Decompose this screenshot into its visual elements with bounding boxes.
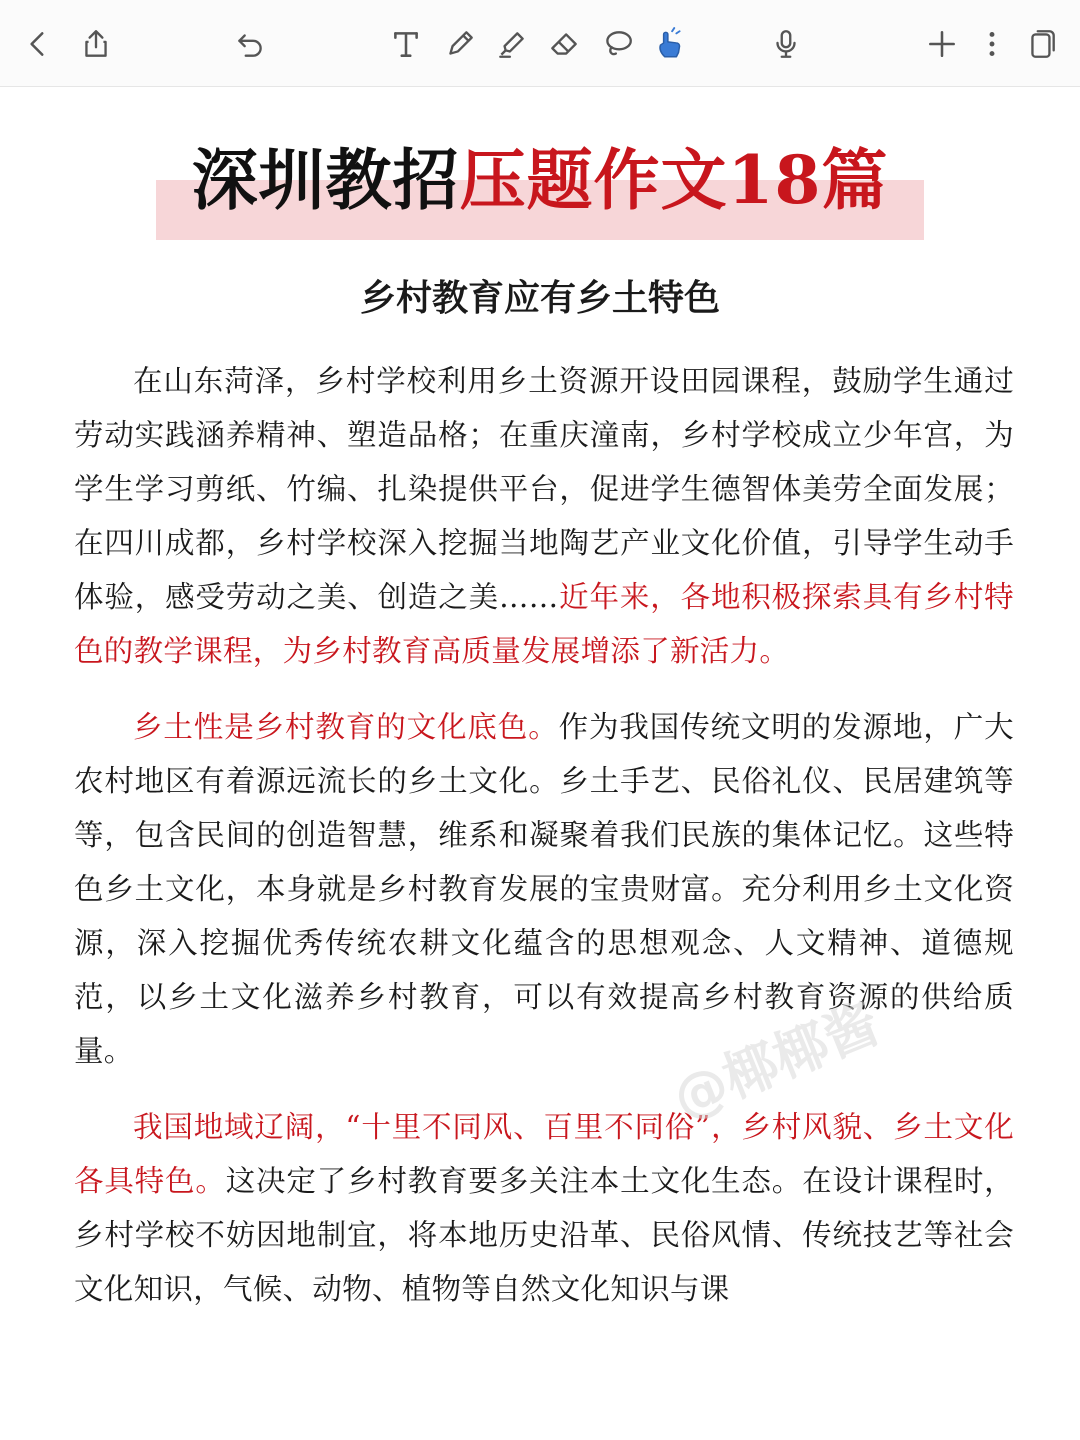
article-subtitle: 乡村教育应有乡土特色 bbox=[359, 277, 720, 319]
pages-icon[interactable] bbox=[1020, 22, 1064, 66]
paragraph-text: 在山东菏泽，乡村学校利用乡土资源开设田园课程，鼓励学生通过劳动实践涵养精神、塑造品格；在重庆潼南，乡村学校成立少年宫，为学生学习剪纸、竹编、扎染提供平台，促进学生德智体美劳全面发展；在四川成都，乡村学校深入挖掘当地陶艺产业文化价值，引导学生动手体验，感受劳动之美、创造之美…… bbox=[74, 364, 1014, 614]
title-black-part: 深圳教招 bbox=[191, 141, 460, 219]
paragraph-2 bbox=[74, 700, 1014, 1078]
share-icon[interactable] bbox=[74, 22, 118, 66]
toolbar bbox=[0, 0, 1080, 87]
pen-icon[interactable] bbox=[438, 22, 482, 66]
paragraph-highlight: 我国地域辽阔，“十里不同风、百里不同俗”，乡村风貌、乡土文化各具特色。 bbox=[74, 1110, 1014, 1198]
plus-icon[interactable] bbox=[920, 22, 964, 66]
back-icon[interactable] bbox=[16, 22, 60, 66]
paragraph-3 bbox=[74, 1100, 1014, 1316]
eraser-icon[interactable] bbox=[542, 22, 586, 66]
highlighter-icon[interactable] bbox=[490, 22, 534, 66]
undo-icon[interactable] bbox=[228, 22, 272, 66]
title-block bbox=[156, 130, 924, 242]
paragraph-1 bbox=[74, 354, 1014, 678]
paragraph-text: 作为我国传统文明的发源地，广大农村地区有着源远流长的乡土文化。乡土手艺、民俗礼仪、民居建筑等等，包含民间的创造智慧，维系和凝聚着我们民族的集体记忆。这些特色乡土文化，本身就是乡村教育发展的宝贵财富。充分利用乡土文化资源，深入挖掘优秀传统农耕文化蕴含的思想观念、人文精神、道德规范，以乡土文化滋养乡村教育，可以有效提高乡村教育资源的供给质量。 bbox=[74, 710, 1014, 1068]
text-tool-icon[interactable] bbox=[384, 22, 428, 66]
lasso-icon[interactable] bbox=[596, 22, 640, 66]
paragraph-highlight: 近年来，各地积极探索具有乡村特色的教学课程，为乡村教育高质量发展增添了新活力。 bbox=[74, 580, 1014, 668]
title-red-part: 压题作文18篇 bbox=[459, 141, 889, 219]
page-title bbox=[156, 138, 924, 222]
article-body bbox=[74, 354, 1014, 1316]
hand-touch-icon[interactable] bbox=[648, 22, 692, 66]
paragraph-highlight: 乡土性是乡村教育的文化底色。 bbox=[133, 710, 559, 744]
paragraph-text: 这决定了乡村教育要多关注本土文化生态。在设计课程时，乡村学校不妨因地制宜，将本地历史沿革、民俗风情、传统技艺等社会文化知识，气候、动物、植物等自然文化知识与课 bbox=[74, 1164, 1014, 1306]
more-icon[interactable] bbox=[970, 22, 1014, 66]
watermark: @椰椰酱 bbox=[664, 991, 888, 1131]
microphone-icon[interactable] bbox=[764, 22, 808, 66]
